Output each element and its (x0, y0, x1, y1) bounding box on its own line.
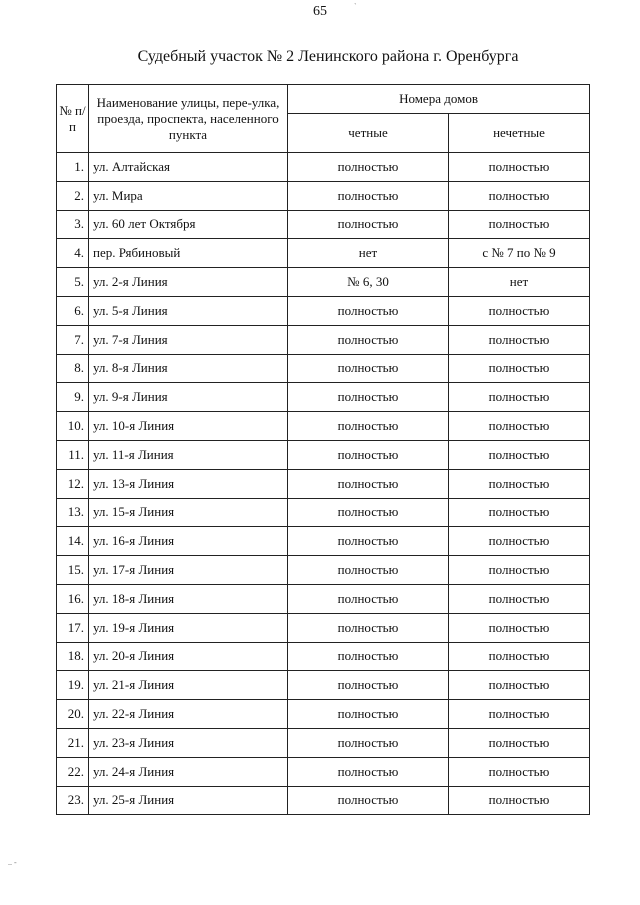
row-odd: полностью (449, 181, 590, 210)
row-num: 23. (57, 786, 89, 815)
table-row (57, 671, 590, 700)
row-odd: полностью (449, 642, 590, 671)
row-num: 9. (57, 383, 89, 412)
row-even: полностью (288, 296, 449, 325)
table-row (57, 469, 590, 498)
table-row (57, 613, 590, 642)
row-num: 2. (57, 181, 89, 210)
row-odd: полностью (449, 786, 590, 815)
row-even: полностью (288, 786, 449, 815)
row-street: ул. 15-я Линия (89, 498, 288, 527)
row-street: ул. Мира (89, 181, 288, 210)
table-row (57, 728, 590, 757)
row-street: ул. 22-я Линия (89, 700, 288, 729)
row-even: полностью (288, 584, 449, 613)
table-row (57, 354, 590, 383)
row-odd: полностью (449, 440, 590, 469)
row-num: 3. (57, 210, 89, 239)
table-row (57, 181, 590, 210)
row-odd: полностью (449, 757, 590, 786)
row-even: полностью (288, 469, 449, 498)
row-even: полностью (288, 354, 449, 383)
header-odd: нечетные (449, 114, 590, 153)
table-row (57, 296, 590, 325)
row-street: ул. 8-я Линия (89, 354, 288, 383)
row-num: 1. (57, 153, 89, 182)
table-row (57, 584, 590, 613)
table-row (57, 153, 590, 182)
table-row (57, 700, 590, 729)
row-num: 7. (57, 325, 89, 354)
row-odd: полностью (449, 469, 590, 498)
row-odd: с № 7 по № 9 (449, 239, 590, 268)
row-street: ул. 9-я Линия (89, 383, 288, 412)
row-num: 17. (57, 613, 89, 642)
page-number: 65 (313, 4, 327, 19)
row-street: пер. Рябиновый (89, 239, 288, 268)
header-even: четные (288, 114, 449, 153)
row-odd: полностью (449, 700, 590, 729)
scan-speck: .. - (8, 858, 17, 867)
table-body (57, 153, 590, 815)
row-num: 10. (57, 412, 89, 441)
row-even: № 6, 30 (288, 268, 449, 297)
table-row (57, 383, 590, 412)
row-num: 22. (57, 757, 89, 786)
row-street: ул. 20-я Линия (89, 642, 288, 671)
row-num: 16. (57, 584, 89, 613)
row-even: полностью (288, 412, 449, 441)
scan-speck: ˋ (354, 2, 357, 11)
row-num: 12. (57, 469, 89, 498)
row-odd: полностью (449, 671, 590, 700)
row-odd: полностью (449, 584, 590, 613)
table-row (57, 757, 590, 786)
table-row (57, 210, 590, 239)
row-odd: полностью (449, 728, 590, 757)
row-even: полностью (288, 325, 449, 354)
row-street: ул. 16-я Линия (89, 527, 288, 556)
row-street: ул. 7-я Линия (89, 325, 288, 354)
row-even: полностью (288, 757, 449, 786)
row-even: полностью (288, 440, 449, 469)
row-street: ул. 24-я Линия (89, 757, 288, 786)
row-even: полностью (288, 728, 449, 757)
row-street: ул. 13-я Линия (89, 469, 288, 498)
row-num: 6. (57, 296, 89, 325)
row-street: ул. 21-я Линия (89, 671, 288, 700)
row-even: полностью (288, 642, 449, 671)
page-title: Судебный участок № 2 Ленинского района г. Оренбурга (137, 48, 519, 65)
row-street: ул. 17-я Линия (89, 556, 288, 585)
table-row (57, 498, 590, 527)
row-street: ул. 19-я Линия (89, 613, 288, 642)
row-odd: полностью (449, 498, 590, 527)
row-even: нет (288, 239, 449, 268)
row-street: ул. 60 лет Октября (89, 210, 288, 239)
row-odd: полностью (449, 412, 590, 441)
table-row (57, 325, 590, 354)
row-odd: полностью (449, 556, 590, 585)
row-street: ул. 25-я Линия (89, 786, 288, 815)
header-num: № п/п (57, 85, 89, 153)
row-odd: полностью (449, 210, 590, 239)
row-odd: полностью (449, 296, 590, 325)
row-odd: полностью (449, 383, 590, 412)
table-header (57, 85, 590, 153)
row-even: полностью (288, 700, 449, 729)
header-houses: Номера домов (288, 85, 590, 114)
header-street: Наименование улицы, пере-улка, проезда, проспекта, населенного пункта (89, 85, 288, 153)
row-num: 8. (57, 354, 89, 383)
table-row (57, 268, 590, 297)
row-even: полностью (288, 671, 449, 700)
table-row (57, 642, 590, 671)
row-num: 14. (57, 527, 89, 556)
row-street: ул. 18-я Линия (89, 584, 288, 613)
row-num: 21. (57, 728, 89, 757)
row-even: полностью (288, 181, 449, 210)
row-even: полностью (288, 613, 449, 642)
table-row (57, 527, 590, 556)
row-even: полностью (288, 498, 449, 527)
row-street: ул. 11-я Линия (89, 440, 288, 469)
row-even: полностью (288, 383, 449, 412)
row-odd: полностью (449, 153, 590, 182)
row-num: 13. (57, 498, 89, 527)
table-row (57, 412, 590, 441)
row-even: полностью (288, 210, 449, 239)
row-even: полностью (288, 153, 449, 182)
row-num: 5. (57, 268, 89, 297)
row-num: 18. (57, 642, 89, 671)
table-row (57, 786, 590, 815)
court-district-table (56, 84, 590, 815)
row-num: 20. (57, 700, 89, 729)
row-street: ул. 23-я Линия (89, 728, 288, 757)
table-row (57, 440, 590, 469)
row-num: 11. (57, 440, 89, 469)
row-num: 4. (57, 239, 89, 268)
row-num: 19. (57, 671, 89, 700)
row-even: полностью (288, 556, 449, 585)
row-street: ул. Алтайская (89, 153, 288, 182)
row-odd: нет (449, 268, 590, 297)
row-street: ул. 2-я Линия (89, 268, 288, 297)
row-odd: полностью (449, 613, 590, 642)
row-odd: полностью (449, 354, 590, 383)
row-even: полностью (288, 527, 449, 556)
row-street: ул. 5-я Линия (89, 296, 288, 325)
row-odd: полностью (449, 527, 590, 556)
row-street: ул. 10-я Линия (89, 412, 288, 441)
table-row (57, 239, 590, 268)
row-odd: полностью (449, 325, 590, 354)
row-num: 15. (57, 556, 89, 585)
table-row (57, 556, 590, 585)
